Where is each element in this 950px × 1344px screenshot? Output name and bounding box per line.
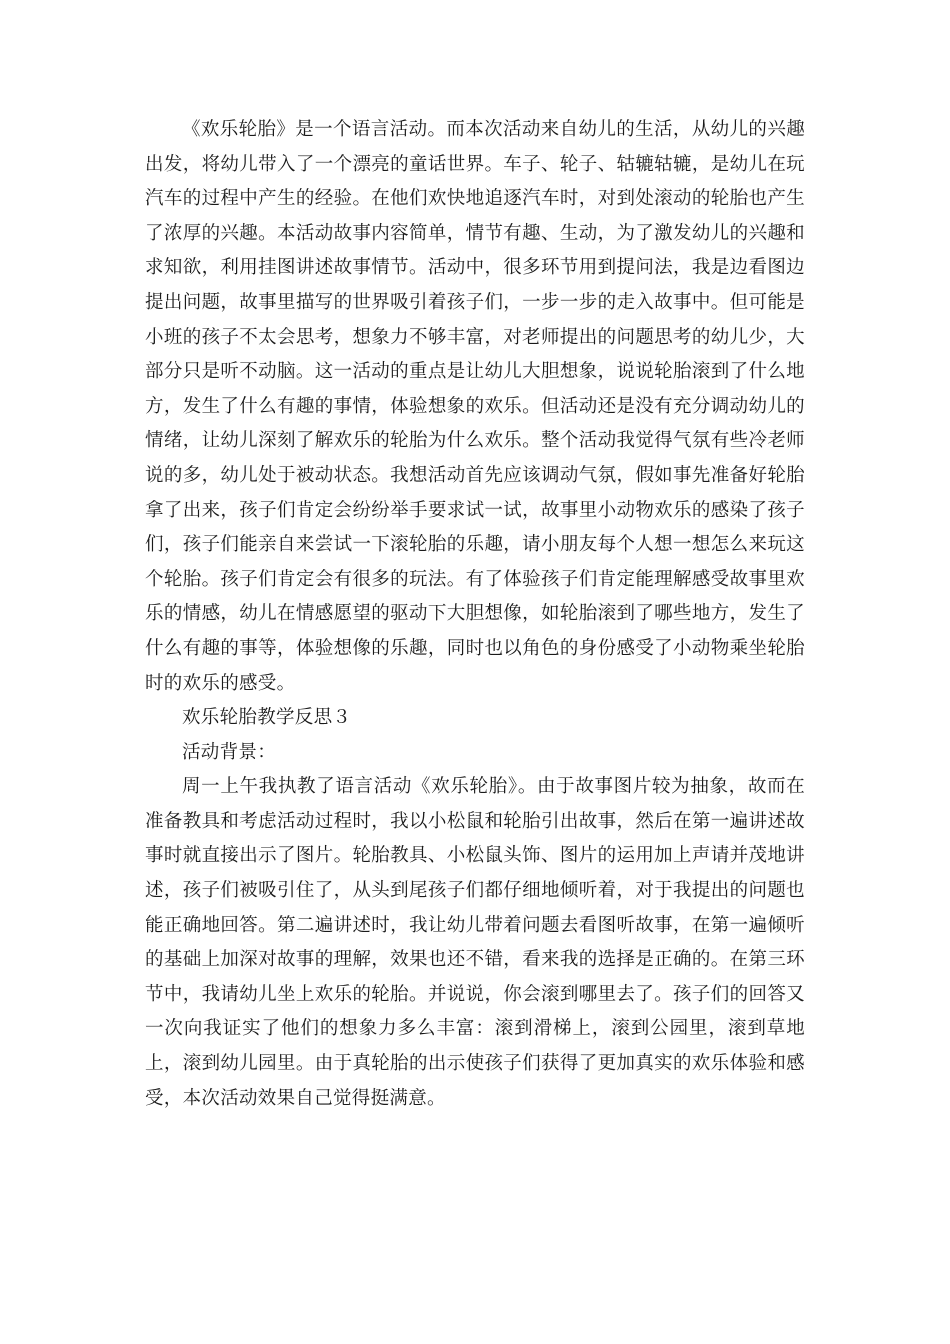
subheading-background: 活动背景： [182, 741, 277, 763]
paragraph-background: 周一上午我执教了语言活动《欢乐轮胎》。由于故事图片较为抽象，故而在准备教具和考虑活动过程时，我以小松鼠和轮胎引出故事，然后在第一遍讲述故事时就直接出示了图片。轮胎教具、小松鼠头饰、图片的运用加上声请并茂地讲述，孩子们被吸引住了，从头到尾孩子们都仔细地倾听着，对于我提出的问题也能正确地回答。第二遍讲述时，我让幼儿带着问题去看图听故事，在第一遍倾听的基础上加深对故事的理解，效果也还不错，看来我的选择是正确的。在第三环节中，我请幼儿坐上欢乐的轮胎。并说说，你会滚到哪里去了。孩子们的回答又一次向我证实了他们的想象力多么丰富：滚到滑梯上，滚到公园里，滚到草地上，滚到幼儿园里。由于真轮胎的出示使孩子们获得了更加真实的欢乐体验和感受，本次活动效果自己觉得挺满意。 [145, 776, 805, 1109]
document-body [145, 113, 805, 1116]
paragraph-reflection: 《欢乐轮胎》是一个语言活动。而本次活动来自幼儿的生活，从幼儿的兴趣出发，将幼儿带入了一个漂亮的童话世界。车子、轮子、轱辘轱辘，是幼儿在玩汽车的过程中产生的经验。在他们欢快地追逐汽车时，对到处滚动的轮胎也产生了浓厚的兴趣。本活动故事内容简单，情节有趣、生动，为了激发幼儿的兴趣和求知欲，利用挂图讲述故事情节。活动中，很多环节用到提问法，我是边看图边提出问题，故事里描写的世界吸引着孩子们，一步一步的走入故事中。但可能是小班的孩子不太会思考，想象力不够丰富，对老师提出的问题思考的幼儿少，大部分只是听不动脑。这一活动的重点是让幼儿大胆想象，说说轮胎滚到了什么地方，发生了什么有趣的事情，体验想象的欢乐。但活动还是没有充分调动幼儿的情绪，让幼儿深刻了解欢乐的轮胎为什么欢乐。整个活动我觉得气氛有些冷老师说的多，幼儿处于被动状态。我想活动首先应该调动气氛，假如事先准备好轮胎拿了出来，孩子们肯定会纷纷举手要求试一试，故事里小动物欢乐的感染了孩子们，孩子们能亲自来尝试一下滚轮胎的乐趣，请小朋友每个人想一想怎么来玩这个轮胎。孩子们肯定会有很多的玩法。有了体验孩子们肯定能理解感受故事里欢乐的情感，幼儿在情感愿望的驱动下大胆想像，如轮胎滚到了哪些地方，发生了什么有趣的事等，体验想像的乐趣，同时也以角色的身份感受了小动物乘坐轮胎时的欢乐的感受。 [145, 119, 805, 694]
section-title: 欢乐轮胎教学反思３ [182, 707, 352, 729]
